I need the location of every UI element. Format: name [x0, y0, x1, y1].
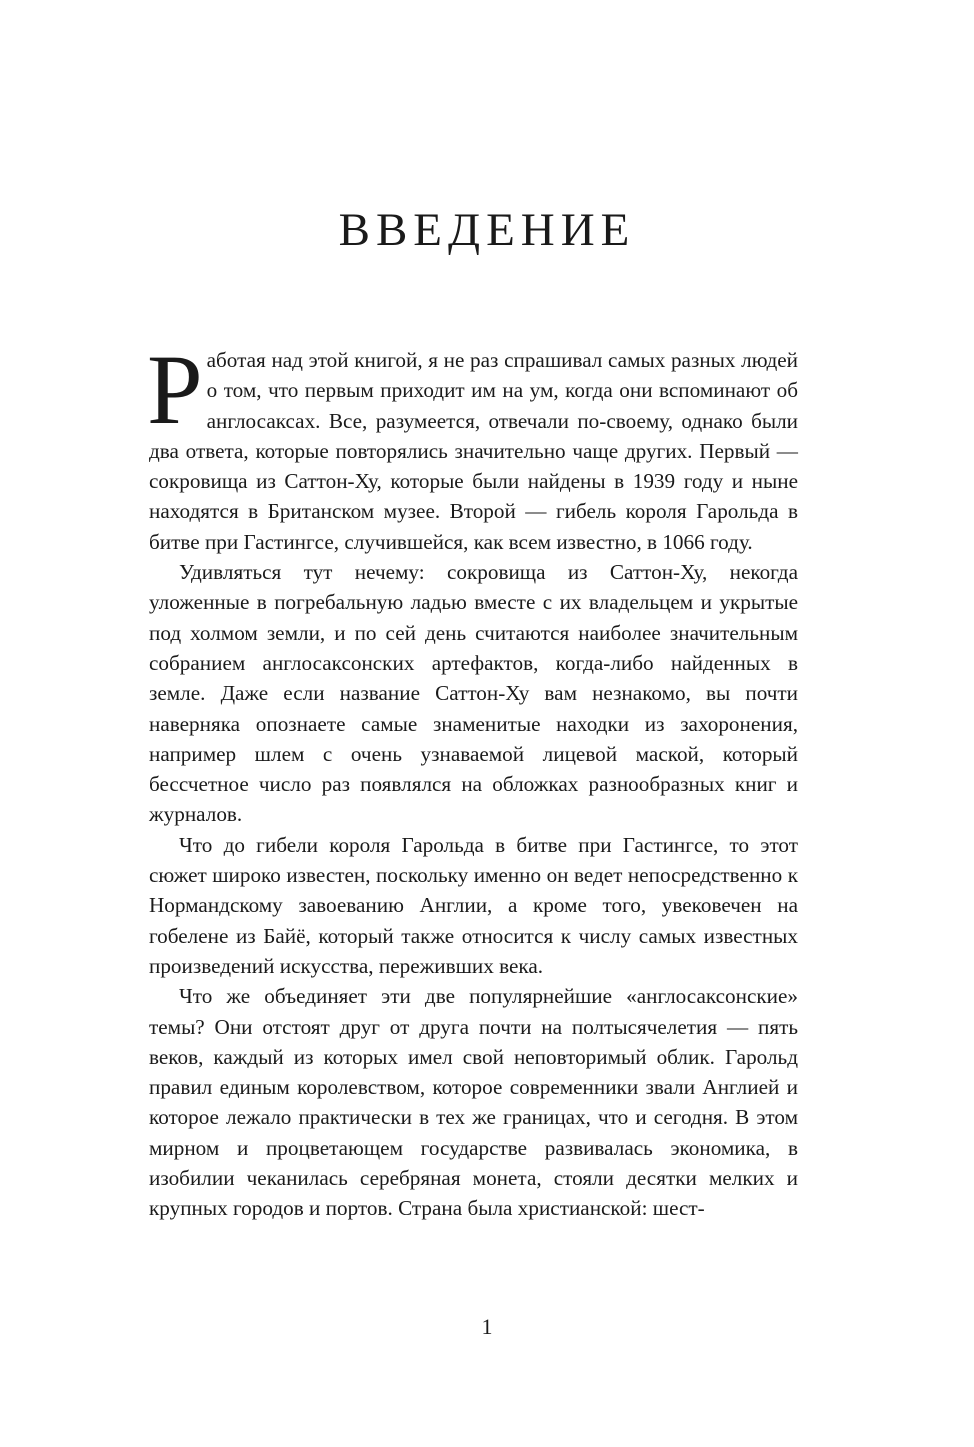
paragraph-3: Что до гибели короля Гарольда в битве при Гастингсе, то этот сюжет широко известен, поскольку именно он ведет непосредственно к Нормандскому завоеванию Англии, а кроме того, увековечен на гобелене из Байё, который также относится к числу самых известных произведений искусства, переживших века. [149, 832, 798, 978]
body-text [147, 334, 798, 1224]
paragraph-1 [147, 334, 798, 557]
chapter-title: ВВЕДЕНИЕ [338, 204, 636, 256]
drop-cap: Р [147, 334, 203, 445]
page-number: 1 [481, 1314, 493, 1339]
paragraph-2: Удивляться тут нечему: сокровища из Саттон-Ху, некогда уложенные в погребальную ладью вместе с их владельцем и укрытые под холмом земли, и по сей день считаются наиболее значительным собранием англосаксонских артефактов, когда-либо найденных в земле. Даже если название Саттон-Ху вам незнакомо, вы почти наверняка опознаете самые знаменитые находки из захоронения, например шлем с очень узнаваемой лицевой маской, который бессчетное число раз появлялся на обложках разнообразных книг и журналов. [149, 560, 798, 827]
paragraph-4: Что же объединяет эти две популярнейшие «англосаксонские» темы? Они отстоят друг от друга почти на полтысячелетия — пять веков, каждый из которых имел свой неповторимый облик. Гарольд правил единым королевством, которое современники звали Англией и которое лежало практически в тех же границах, что и сегодня. В этом мирном и процветающем государстве развивалась экономика, в изобилии чеканилась серебряная монета, стояли десятки мелких и крупных городов и портов. Страна была христианской: шест- [149, 984, 798, 1221]
paragraph-1-text: аботая над этой книгой, я не раз спрашивал самых разных людей о том, что первым приходит им на ум, когда они вспоминают об англосаксах. Все, разумеется, отвечали по-своему, однако были два ответа, которые повторялись значительно чаще других. Первый — сокровища из Саттон-Ху, которые были найдены в 1939 году и ныне находятся в Британском музее. Второй — гибель короля Гарольда в битве при Гастингсе, случившейся, как всем известно, в 1066 году. [149, 348, 798, 554]
